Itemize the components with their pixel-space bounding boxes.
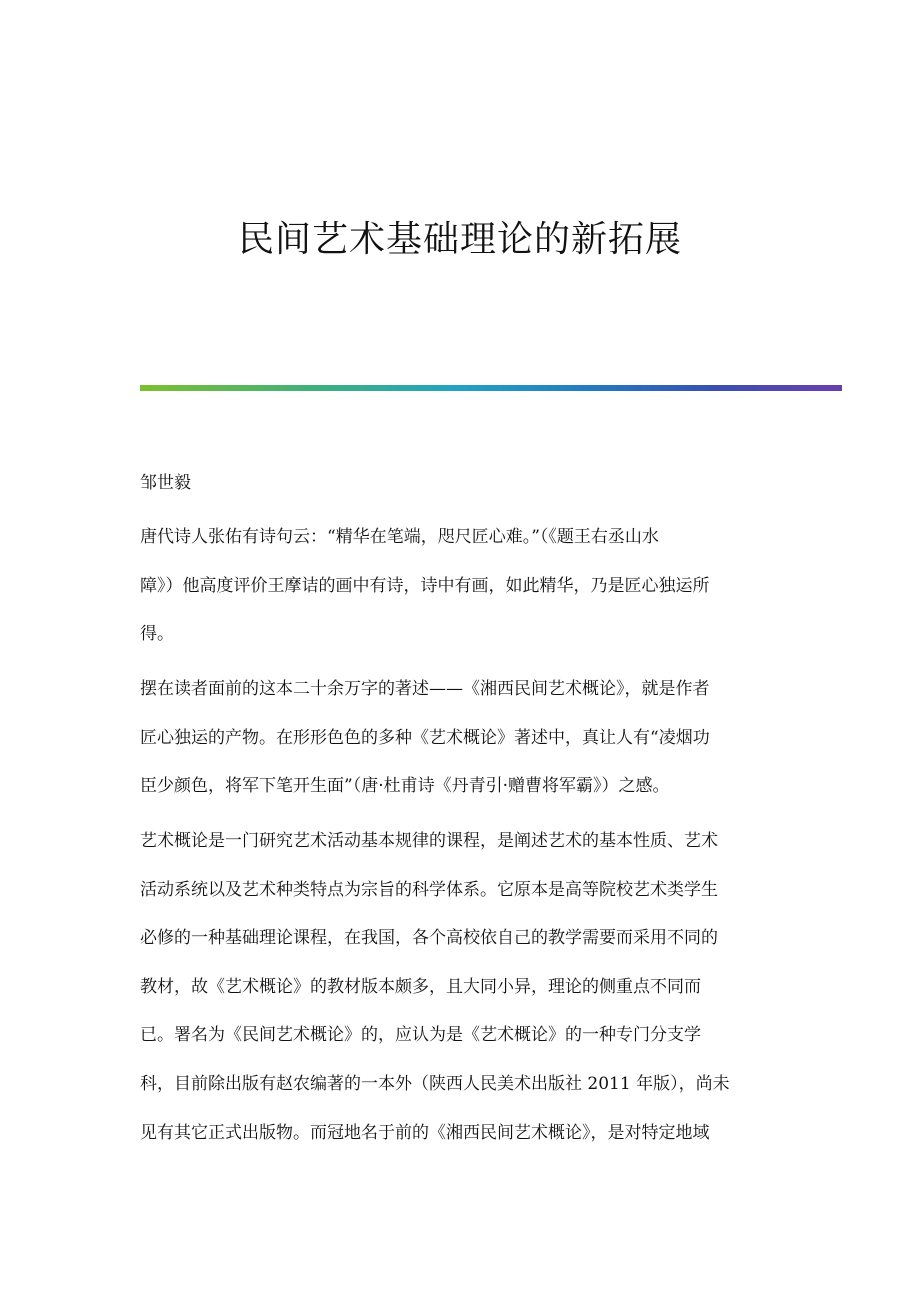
paragraph-2 [140, 676, 780, 822]
paragraph-line: 见有其它正式出版物。而冠地名于前的《湘西民间艺术概论》，是对特定地域 [140, 1122, 710, 1143]
paragraph-1 [140, 524, 780, 670]
paragraph-line: 已。署名为《民间艺术概论》的，应认为是《艺术概论》的一种专门分支学 [140, 1025, 701, 1046]
paragraph-line: 得。 [140, 624, 174, 645]
paragraph-line: 艺术概论是一门研究艺术活动基本规律的课程，是阐述艺术的基本性质、艺术 [140, 831, 718, 851]
paragraph-line: 摆在读者面前的这本二十余万字的著述——《湘西民间艺术概论》，就是作者 [140, 679, 710, 699]
paragraph-line: 唐代诗人张佑有诗句云：“精华在笔端，咫尺匠心难。”（《题王右丞山水 [140, 527, 659, 547]
gradient-divider [140, 385, 842, 391]
paragraph-line: 科，目前除出版有赵农编著的一本外（陕西人民美术出版社 2011 年版），尚未 [140, 1073, 730, 1094]
document-title: 民间艺术基础理论的新拓展 [237, 219, 682, 260]
paragraph-line: 活动系统以及艺术种类特点为宗旨的科学体系。它原本是高等院校艺术类学生 [140, 879, 718, 900]
paragraph-line: 臣少颜色，将军下笔开生面”（唐·杜甫诗《丹青引·赠曹将军霸》）之感。 [140, 776, 670, 797]
paragraph-line: 障》）他高度评价王摩诘的画中有诗，诗中有画，如此精华，乃是匠心独运所 [140, 575, 710, 596]
author-name: 邹世毅 [140, 473, 191, 493]
paragraph-line: 教材，故《艺术概论》的教材版本颇多，且大同小异，理论的侧重点不同而 [140, 976, 701, 997]
paragraph-line: 必修的一种基础理论课程，在我国，各个高校依自己的教学需要而采用不同的 [140, 928, 718, 949]
paragraph-3 [140, 828, 780, 1168]
paragraph-line: 匠心独运的产物。在形形色色的多种《艺术概论》著述中，真让人有“凌烟功 [140, 727, 710, 748]
